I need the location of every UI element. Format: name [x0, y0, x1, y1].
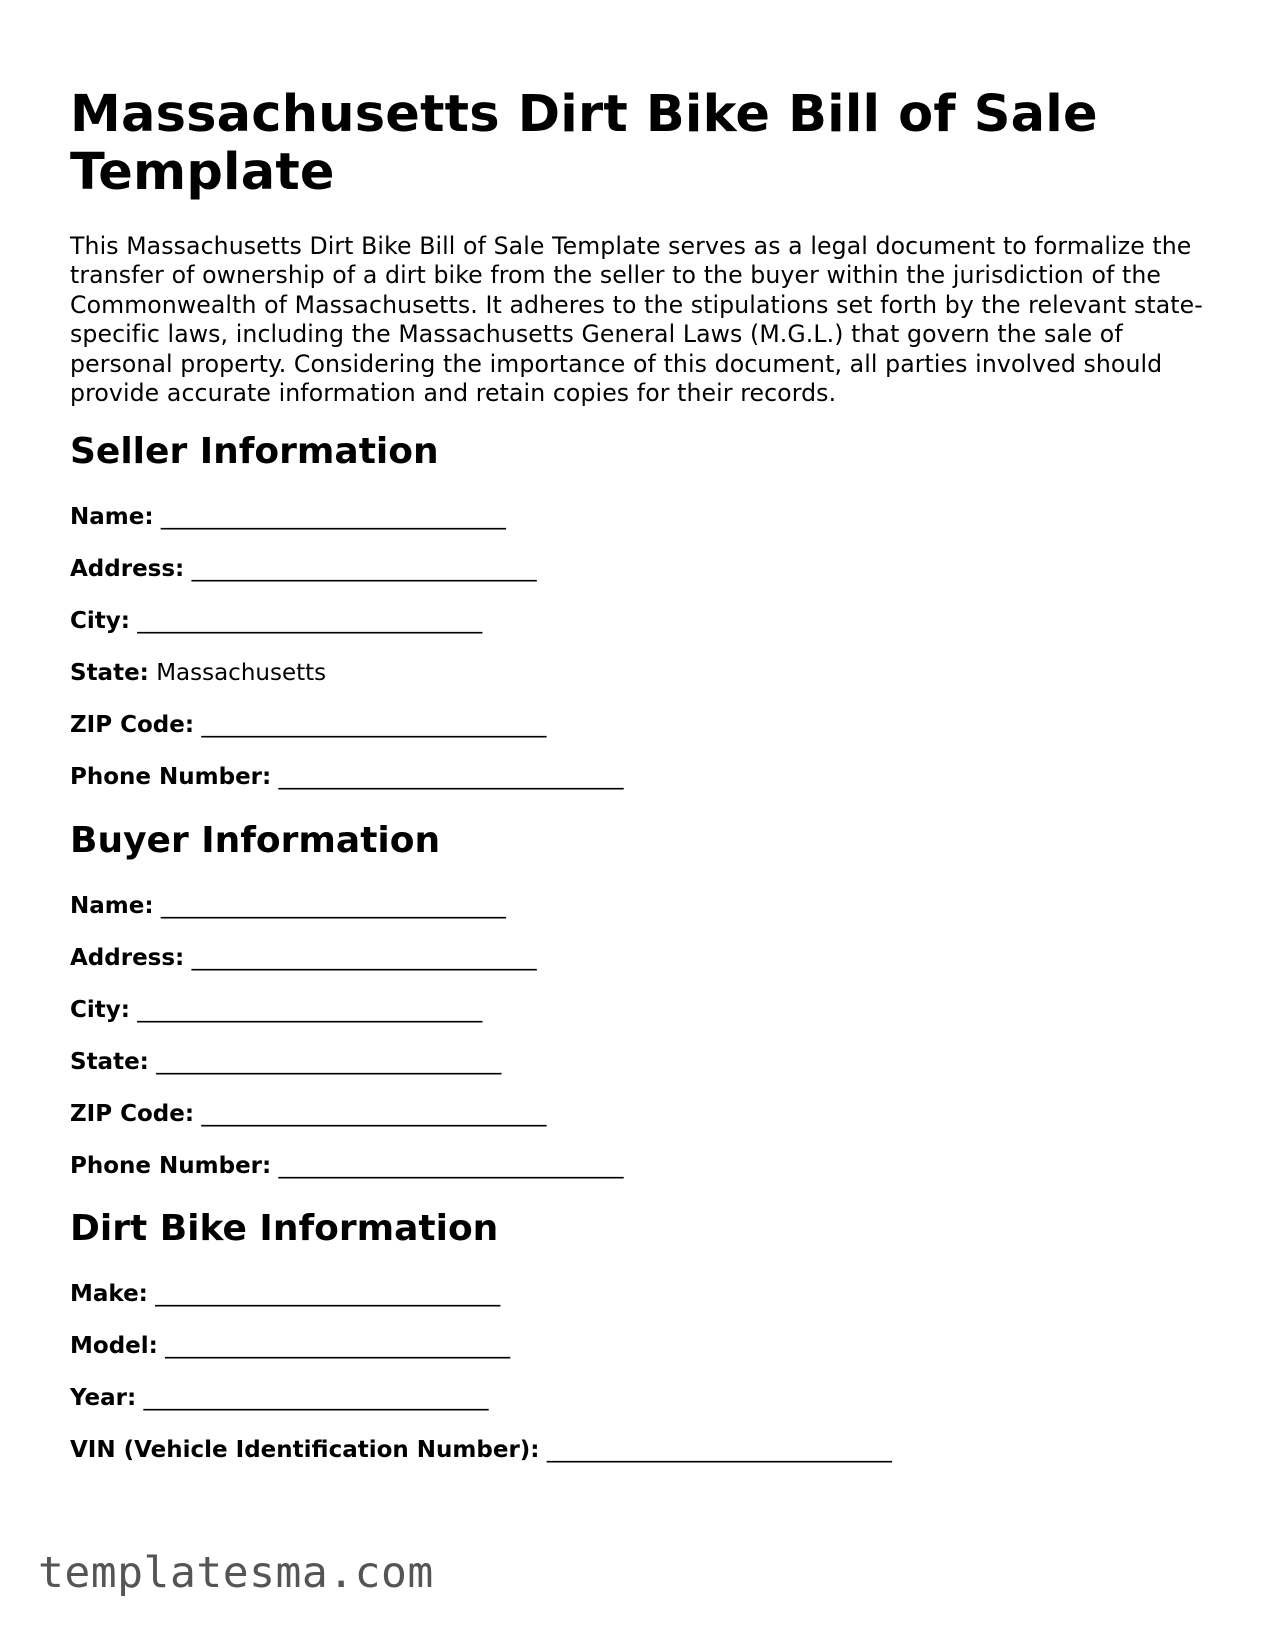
buyer-address-field[interactable] [70, 944, 537, 972]
bike-make-field[interactable] [70, 1280, 500, 1308]
buyer-address-blank[interactable]: ______________________________ [191, 945, 537, 971]
buyer-city-field[interactable] [70, 996, 482, 1024]
seller-city-label: City: [70, 608, 130, 634]
buyer-zip-label: ZIP Code: [70, 1101, 195, 1127]
bike-year-label: Year: [70, 1385, 137, 1411]
seller-phone-field[interactable] [70, 763, 624, 791]
bike-vin-label: VIN (Vehicle Identification Number): [70, 1437, 540, 1463]
bike-model-blank[interactable]: ______________________________ [165, 1333, 511, 1359]
buyer-phone-blank[interactable]: ______________________________ [278, 1153, 624, 1179]
watermark: templatesma.com [38, 1548, 434, 1598]
buyer-address-label: Address: [70, 945, 185, 971]
seller-phone-label: Phone Number: [70, 764, 272, 790]
seller-zip-blank[interactable]: ______________________________ [201, 712, 547, 738]
buyer-city-blank[interactable]: ______________________________ [137, 997, 483, 1023]
buyer-name-field[interactable] [70, 892, 506, 920]
buyer-section-heading: Buyer Information [70, 820, 441, 861]
buyer-phone-field[interactable] [70, 1152, 624, 1180]
seller-zip-label: ZIP Code: [70, 712, 195, 738]
seller-zip-field[interactable] [70, 711, 546, 739]
buyer-state-label: State: [70, 1049, 149, 1075]
intro-paragraph: This Massachusetts Dirt Bike Bill of Sale Template serves as a legal document to formalize the transfer of ownership of a dirt bike from the seller to the buyer within the jurisdiction of the Commonwealth of Massachusetts. It adheres to the stipulations set forth by the relevant state-specific laws, including the Massachusetts General Laws (M.G.L.) that govern the sale of personal property. Considering the importance of this document, all parties involved should provide accurate information and retain copies for their records. [70, 232, 1203, 408]
seller-state-label: State: [70, 660, 149, 686]
bike-vin-blank[interactable]: ______________________________ [546, 1437, 892, 1463]
buyer-state-blank[interactable]: ______________________________ [156, 1049, 502, 1075]
buyer-phone-label: Phone Number: [70, 1153, 272, 1179]
bike-model-field[interactable] [70, 1332, 510, 1360]
seller-state-value: Massachusetts [156, 660, 327, 686]
seller-address-label: Address: [70, 556, 185, 582]
bike-make-blank[interactable]: ______________________________ [155, 1281, 501, 1307]
buyer-name-blank[interactable]: ______________________________ [160, 893, 506, 919]
buyer-zip-field[interactable] [70, 1100, 546, 1128]
seller-city-field[interactable] [70, 607, 482, 635]
bike-model-label: Model: [70, 1333, 158, 1359]
buyer-state-field[interactable] [70, 1048, 501, 1076]
buyer-zip-blank[interactable]: ______________________________ [201, 1101, 547, 1127]
seller-section-heading: Seller Information [70, 431, 439, 472]
seller-name-label: Name: [70, 504, 154, 530]
seller-address-field[interactable] [70, 555, 537, 583]
seller-address-blank[interactable]: ______________________________ [191, 556, 537, 582]
bike-year-blank[interactable]: ______________________________ [143, 1385, 489, 1411]
bike-make-label: Make: [70, 1281, 148, 1307]
bike-section-heading: Dirt Bike Information [70, 1208, 499, 1249]
buyer-name-label: Name: [70, 893, 154, 919]
buyer-city-label: City: [70, 997, 130, 1023]
seller-name-field[interactable] [70, 503, 506, 531]
document-title: Massachusetts Dirt Bike Bill of Sale Template [70, 85, 1098, 202]
seller-state-field [70, 659, 326, 687]
seller-phone-blank[interactable]: ______________________________ [278, 764, 624, 790]
bike-vin-field[interactable] [70, 1436, 892, 1464]
bike-year-field[interactable] [70, 1384, 489, 1412]
seller-city-blank[interactable]: ______________________________ [137, 608, 483, 634]
seller-name-blank[interactable]: ______________________________ [160, 504, 506, 530]
